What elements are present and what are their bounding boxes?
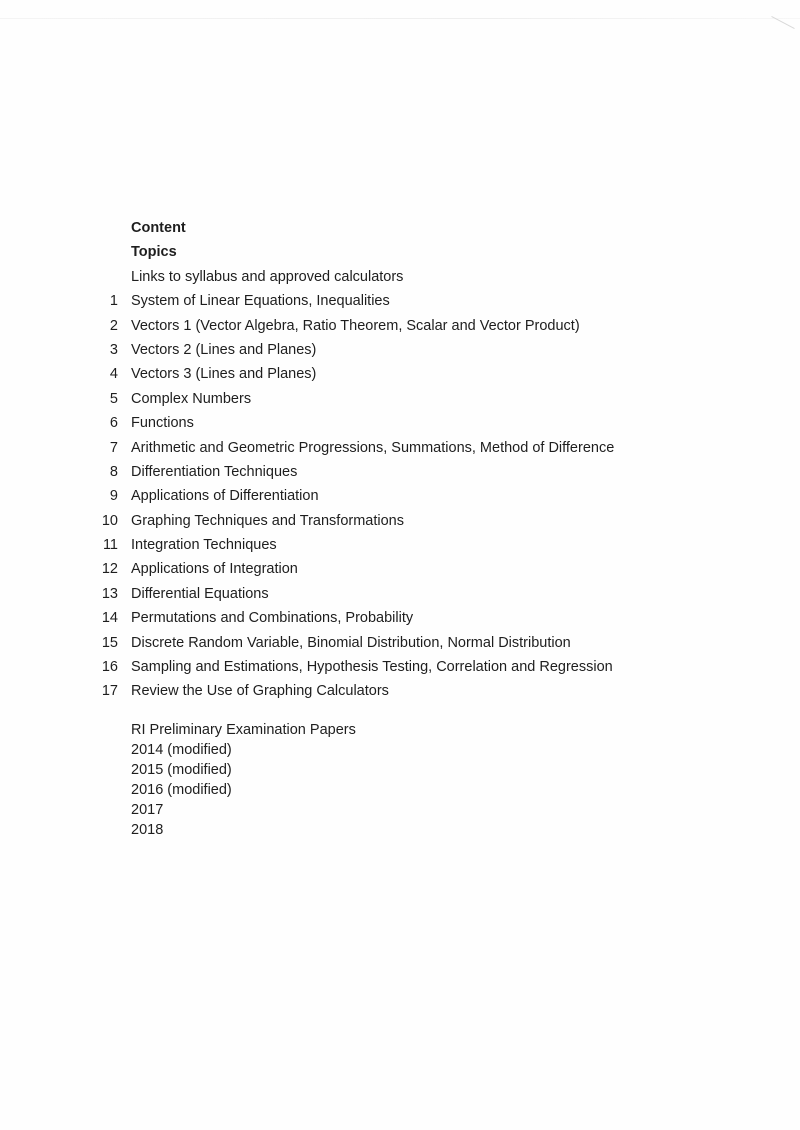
topic-title: Complex Numbers (131, 390, 252, 407)
topic-title: Arithmetic and Geometric Progressions, Summations, Method of Difference (131, 439, 615, 456)
topic-title: Applications of Differentiation (131, 488, 319, 505)
topic-row (0, 362, 800, 386)
topic-number: 11 (102, 537, 118, 554)
exam-paper-year: 2018 (131, 822, 164, 838)
topic-row (0, 631, 800, 655)
topic-title: Review the Use of Graphing Calculators (131, 683, 389, 700)
topic-title: Vectors 2 (Lines and Planes) (131, 341, 317, 358)
topic-row (0, 460, 800, 484)
exam-paper-year: 2014 (modified) (131, 742, 232, 758)
topics-heading: Topics (131, 244, 177, 261)
topic-row (0, 484, 800, 508)
topic-number: 8 (109, 463, 118, 480)
topic-title: Graphing Techniques and Transformations (131, 512, 404, 529)
topic-row (0, 289, 800, 313)
topic-number: 12 (101, 561, 118, 578)
topic-number: 3 (109, 341, 118, 358)
syllabus-links-row (0, 265, 800, 289)
topic-row (0, 436, 800, 460)
topic-number: 2 (109, 317, 118, 334)
topic-number: 1 (109, 293, 118, 310)
topic-number: 10 (101, 512, 118, 529)
topic-title: Permutations and Combinations, Probability (131, 610, 414, 627)
topic-number: 13 (101, 585, 118, 602)
topic-title: Differentiation Techniques (131, 463, 298, 480)
topic-row (0, 533, 800, 557)
topic-row (0, 655, 800, 679)
topic-row (0, 338, 800, 362)
topic-row (0, 582, 800, 606)
exam-paper-year: 2015 (modified) (131, 762, 232, 778)
topic-title: Discrete Random Variable, Binomial Distribution, Normal Distribution (131, 634, 571, 651)
table-of-contents (0, 216, 800, 704)
topic-row (0, 606, 800, 630)
scan-edge-line (0, 18, 800, 19)
topic-row (0, 314, 800, 338)
topic-number: 15 (101, 634, 118, 651)
topic-row (0, 679, 800, 703)
topics-heading-row (0, 240, 800, 264)
topic-row (0, 387, 800, 411)
topic-title: System of Linear Equations, Inequalities (131, 293, 390, 310)
topic-number: 7 (109, 439, 118, 456)
topic-title: Applications of Integration (131, 561, 298, 578)
syllabus-links-text: Links to syllabus and approved calculators (131, 268, 404, 285)
topic-number: 16 (101, 659, 118, 676)
content-heading: Content (131, 220, 186, 236)
topic-title: Vectors 1 (Vector Algebra, Ratio Theorem, Scalar and Vector Product) (131, 317, 580, 334)
topic-number: 17 (101, 683, 118, 700)
topic-title: Functions (131, 415, 194, 432)
content-heading-row (0, 216, 800, 240)
topic-number: 9 (109, 488, 118, 505)
topic-title: Differential Equations (131, 585, 269, 602)
topic-title: Sampling and Estimations, Hypothesis Testing, Correlation and Regression (131, 659, 613, 676)
topic-row (0, 557, 800, 581)
topic-number: 14 (101, 610, 118, 627)
exam-paper-year: 2016 (modified) (131, 782, 232, 798)
topic-title: Integration Techniques (131, 537, 277, 554)
topic-row (0, 411, 800, 435)
topic-number: 5 (109, 390, 118, 407)
exam-paper-year: 2017 (131, 802, 164, 818)
topic-title: Vectors 3 (Lines and Planes) (131, 366, 317, 383)
exam-papers-heading: RI Preliminary Examination Papers (131, 722, 356, 738)
exam-papers-section (131, 720, 356, 840)
topic-number: 6 (109, 415, 118, 432)
topic-row (0, 509, 800, 533)
topic-number: 4 (109, 366, 118, 383)
